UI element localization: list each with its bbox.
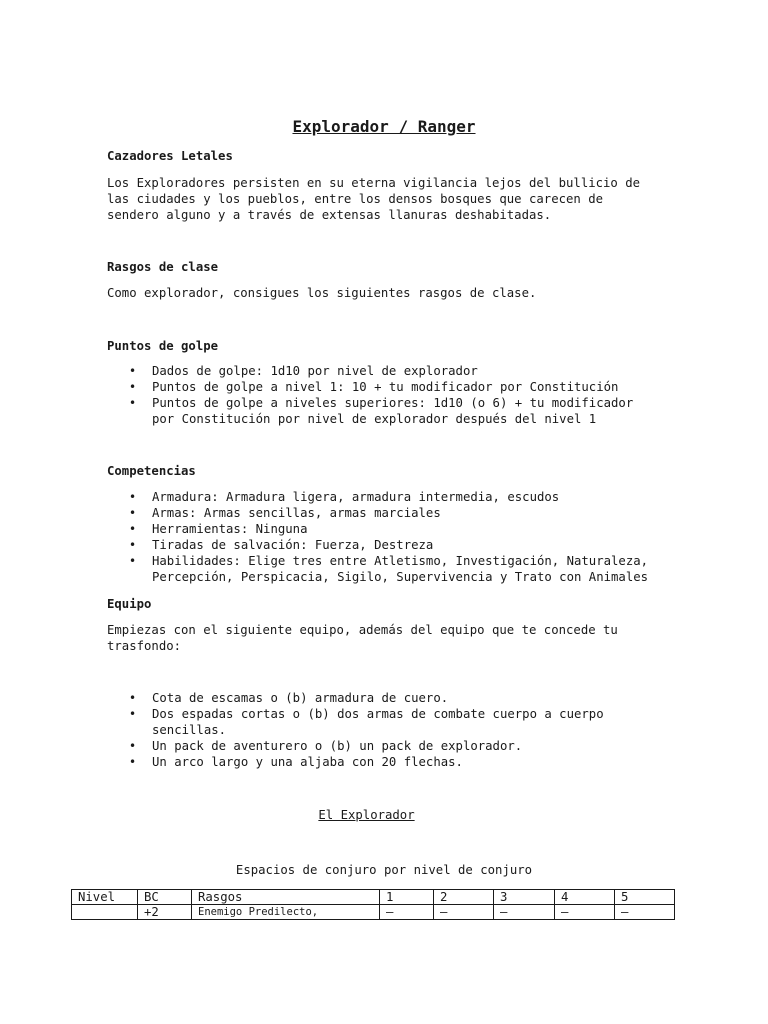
list-item: • Puntos de golpe a nivel 1: 10 + tu modificador por Constitución xyxy=(107,379,687,395)
header-cell-1: 1 xyxy=(380,890,434,905)
header-cell-bc: BC xyxy=(138,890,192,905)
header-cell-4: 4 xyxy=(555,890,615,905)
section-heading-cazadores: Cazadores Letales xyxy=(107,149,233,163)
header-cell-5: 5 xyxy=(615,890,675,905)
header-cell-rasgos: Rasgos xyxy=(192,890,380,905)
list-item: • Armas: Armas sencillas, armas marciales xyxy=(107,505,687,521)
table-row xyxy=(72,905,675,920)
section-heading-competencias: Competencias xyxy=(107,464,196,478)
list-item: • Un pack de aventurero o (b) un pack de explorador. xyxy=(107,738,687,754)
list-item: • Puntos de golpe a niveles superiores: 1d10 (o 6) + tu modificador xyxy=(107,395,687,411)
table-header-row xyxy=(72,890,675,905)
table-subtitle: Espacios de conjuro por nivel de conjuro xyxy=(235,863,533,877)
table-cell: +2 xyxy=(138,905,192,920)
list-item: • Un arco largo y una aljaba con 20 flechas. xyxy=(107,754,687,770)
table-title: El Explorador xyxy=(318,808,415,822)
paragraph-line: trasfondo: xyxy=(107,639,182,653)
header-cell-nivel: Nivel xyxy=(72,890,138,905)
paragraph-line: sendero alguno y a través de extensas llanuras deshabitadas. xyxy=(107,208,552,222)
list-item-continuation: por Constitución por nivel de explorador después del nivel 1 xyxy=(152,412,597,426)
paragraph-line: Empiezas con el siguiente equipo, además del equipo que te concede tu xyxy=(107,623,618,637)
section-heading-rasgos: Rasgos de clase xyxy=(107,260,219,274)
list-item: • Cota de escamas o (b) armadura de cuero. xyxy=(107,690,687,706)
section-paragraph-cazadores xyxy=(107,175,687,223)
header-cell-3: 3 xyxy=(494,890,555,905)
list-item-continuation: sencillas. xyxy=(152,723,227,737)
table-cell: – xyxy=(555,905,615,920)
list-item: • Tiradas de salvación: Fuerza, Destreza xyxy=(107,537,687,553)
paragraph-line: las ciudades y los pueblos, entre los densos bosques que carecen de xyxy=(107,192,604,206)
section-paragraph-rasgos: Como explorador, consigues los siguientes rasgos de clase. xyxy=(107,286,537,300)
page-title: Explorador / Ranger xyxy=(292,117,476,136)
list-competencias xyxy=(107,489,687,569)
section-heading-puntos-de-golpe: Puntos de golpe xyxy=(107,339,219,353)
header-cell-2: 2 xyxy=(434,890,494,905)
list-item: • Armadura: Armadura ligera, armadura intermedia, escudos xyxy=(107,489,687,505)
list-equipo xyxy=(107,690,687,722)
table-cell: – xyxy=(434,905,494,920)
list-item: • Dados de golpe: 1d10 por nivel de explorador xyxy=(107,363,687,379)
list-item: • Dos espadas cortas o (b) dos armas de combate cuerpo a cuerpo xyxy=(107,706,687,722)
section-paragraph-equipo xyxy=(107,622,687,654)
list-item: • Herramientas: Ninguna xyxy=(107,521,687,537)
table-cell: – xyxy=(494,905,555,920)
table-cell: Enemigo Predilecto, xyxy=(192,905,380,920)
list-equipo-cont xyxy=(107,738,687,770)
list-item-continuation: Percepción, Perspicacia, Sigilo, Supervivencia y Trato con Animales xyxy=(152,570,649,584)
table-cell: – xyxy=(380,905,434,920)
section-heading-equipo: Equipo xyxy=(107,597,152,611)
table-cell xyxy=(72,905,138,920)
list-puntos-de-golpe xyxy=(107,363,687,411)
spell-slots-table xyxy=(71,889,675,920)
paragraph-line: Los Exploradores persisten en su eterna vigilancia lejos del bullicio de xyxy=(107,176,641,190)
list-item: • Habilidades: Elige tres entre Atletismo, Investigación, Naturaleza, xyxy=(107,553,687,569)
table-cell: – xyxy=(615,905,675,920)
